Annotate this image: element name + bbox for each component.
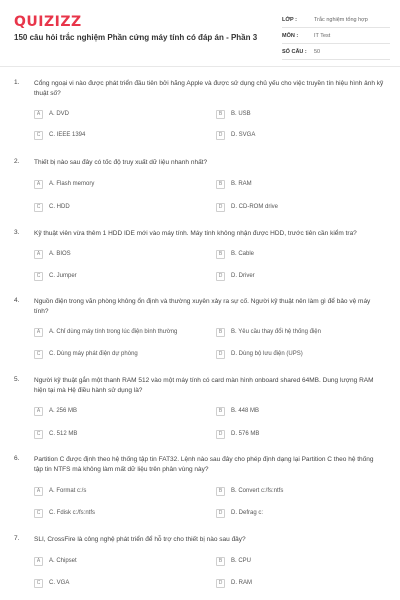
option-letter-box: C [34,579,43,588]
option-letter-box: B [216,487,225,496]
question-number: 5. [14,376,20,383]
option-d[interactable] [216,348,376,360]
option-c[interactable] [34,201,194,213]
option-letter-box: C [34,350,43,359]
option-d[interactable] [216,577,376,589]
option-text: B. CPU [231,558,252,564]
option-letter-box: C [34,131,43,140]
question-number: 4. [14,297,20,304]
meta-row-subject [282,28,390,44]
option-letter-box: D [216,272,225,281]
option-letter-box: A [34,328,43,337]
option-b[interactable] [216,326,376,338]
meta-label: SỐ CÂU : [282,48,307,55]
meta-row-count [282,44,390,60]
option-letter-box: B [216,250,225,259]
option-text: D. Defrag c: [231,510,264,516]
option-text: C. Fdisk c:/fs:ntfs [49,510,96,516]
option-text: A. Chỉ dùng máy tính trong lúc điện bình thường [49,329,178,335]
option-a[interactable] [34,405,194,417]
header-divider [0,66,400,67]
option-d[interactable] [216,201,376,213]
option-a[interactable] [34,248,194,260]
option-letter-box: A [34,487,43,496]
question-number: 2. [14,158,20,165]
option-letter-box: A [34,180,43,189]
option-letter-box: A [34,250,43,259]
option-letter-box: A [34,557,43,566]
option-text: C. IEEE 1394 [49,132,86,138]
question-text: Kỹ thuật viên vừa thêm 1 HDD IDE mới vào máy tính. Máy tính không nhận được HDD, trước tiên cần kiểm tra? [34,230,357,237]
option-text: D. RAM [231,580,252,586]
meta-table [282,12,390,60]
option-letter-box: D [216,131,225,140]
option-c[interactable] [34,507,194,519]
option-text: B. RAM [231,181,252,187]
option-b[interactable] [216,405,376,417]
quizizz-logo: QUIZIZZ [14,14,82,30]
meta-value: 50 [314,48,321,55]
option-text: B. 448 MB [231,408,260,414]
option-text: D. Driver [231,273,255,279]
question-number: 1. [14,79,20,86]
option-letter-box: C [34,430,43,439]
question-number: 3. [14,229,20,236]
option-a[interactable] [34,108,194,120]
option-text: D. Dùng bộ lưu điện (UPS) [231,351,303,357]
option-letter-box: D [216,509,225,518]
option-text: C. Jumper [49,273,77,279]
option-letter-box: D [216,203,225,212]
meta-label: LỚP : [282,16,297,23]
option-text: A. 256 MB [49,408,78,414]
option-d[interactable] [216,507,376,519]
option-b[interactable] [216,485,376,497]
question-text: Cổng ngoại vi nào được phát triển đầu tiên bởi hãng Apple và được sử dụng chủ yếu cho việc truyền tín hiệu hình ảnh kỹ thuật số? [34,80,384,97]
option-a[interactable] [34,555,194,567]
option-letter-box: B [216,328,225,337]
option-text: D. SVGA [231,132,256,138]
option-text: D. CD-ROM drive [231,204,279,210]
meta-value: IT Test [314,32,331,39]
question-text: Partition C được định theo hệ thống tập tin FAT32. Lệnh nào sau đây cho phép định dạng lại Partition C theo hệ thống tập tin NTFS mà không làm mất dữ liệu trên phân vùng này? [34,456,374,473]
option-text: B. Cable [231,251,255,257]
option-letter-box: D [216,350,225,359]
option-text: B. Yêu cầu thay đổi hệ thống điện [231,329,321,335]
meta-row-class [282,12,390,28]
option-letter-box: A [34,407,43,416]
option-c[interactable] [34,428,194,440]
option-letter-box: A [34,110,43,119]
option-letter-box: B [216,110,225,119]
question-text: SLI, CrossFire là công nghệ phát triển để hỗ trợ cho thiết bị nào sau đây? [34,536,246,543]
option-text: C. 512 MB [49,431,78,437]
option-b[interactable] [216,178,376,190]
option-letter-box: C [34,272,43,281]
option-text: C. Dùng máy phát điện dự phòng [49,351,138,357]
option-letter-box: B [216,407,225,416]
option-d[interactable] [216,270,376,282]
option-text: A. BIOS [49,251,71,257]
question-number: 7. [14,535,20,542]
option-b[interactable] [216,555,376,567]
option-a[interactable] [34,326,194,338]
option-a[interactable] [34,485,194,497]
question-text: Nguồn điện trong văn phòng không ổn định và thường xuyên xảy ra sự cố. Người kỹ thuật nên làm gì để bảo vệ máy tính? [34,298,371,315]
question-text: Người kỹ thuật gắn một thanh RAM 512 vào một máy tính có card màn hình onboard shared 64MB. Dung lượng RAM hiện tại mà Hệ điều hành sử dụng là? [34,377,374,394]
option-c[interactable] [34,348,194,360]
option-text: A. DVD [49,111,70,117]
option-text: A. Chipset [49,558,77,564]
option-c[interactable] [34,129,194,141]
option-text: A. Format c:/s [49,488,87,494]
option-b[interactable] [216,108,376,120]
option-b[interactable] [216,248,376,260]
option-letter-box: D [216,430,225,439]
option-text: C. VGA [49,580,70,586]
option-letter-box: C [34,203,43,212]
option-text: B. Convert c:/fs:ntfs [231,488,284,494]
option-text: C. HDD [49,204,70,210]
question-number: 6. [14,455,20,462]
option-d[interactable] [216,129,376,141]
page-title: 150 câu hỏi trắc nghiệm Phần cứng máy tính có đáp án - Phần 3 [14,33,258,42]
option-a[interactable] [34,178,194,190]
option-text: B. USB [231,111,251,117]
option-letter-box: C [34,509,43,518]
option-letter-box: B [216,180,225,189]
option-text: D. 576 MB [231,431,260,437]
option-d[interactable] [216,428,376,440]
option-c[interactable] [34,270,194,282]
meta-label: MÔN : [282,32,299,39]
option-c[interactable] [34,577,194,589]
option-text: A. Flash memory [49,181,95,187]
question-text: Thiết bị nào sau đây có tốc độ truy xuất dữ liệu nhanh nhất? [34,159,208,166]
option-letter-box: B [216,557,225,566]
option-letter-box: D [216,579,225,588]
meta-value: Trắc nghiệm tổng hợp [314,16,368,23]
